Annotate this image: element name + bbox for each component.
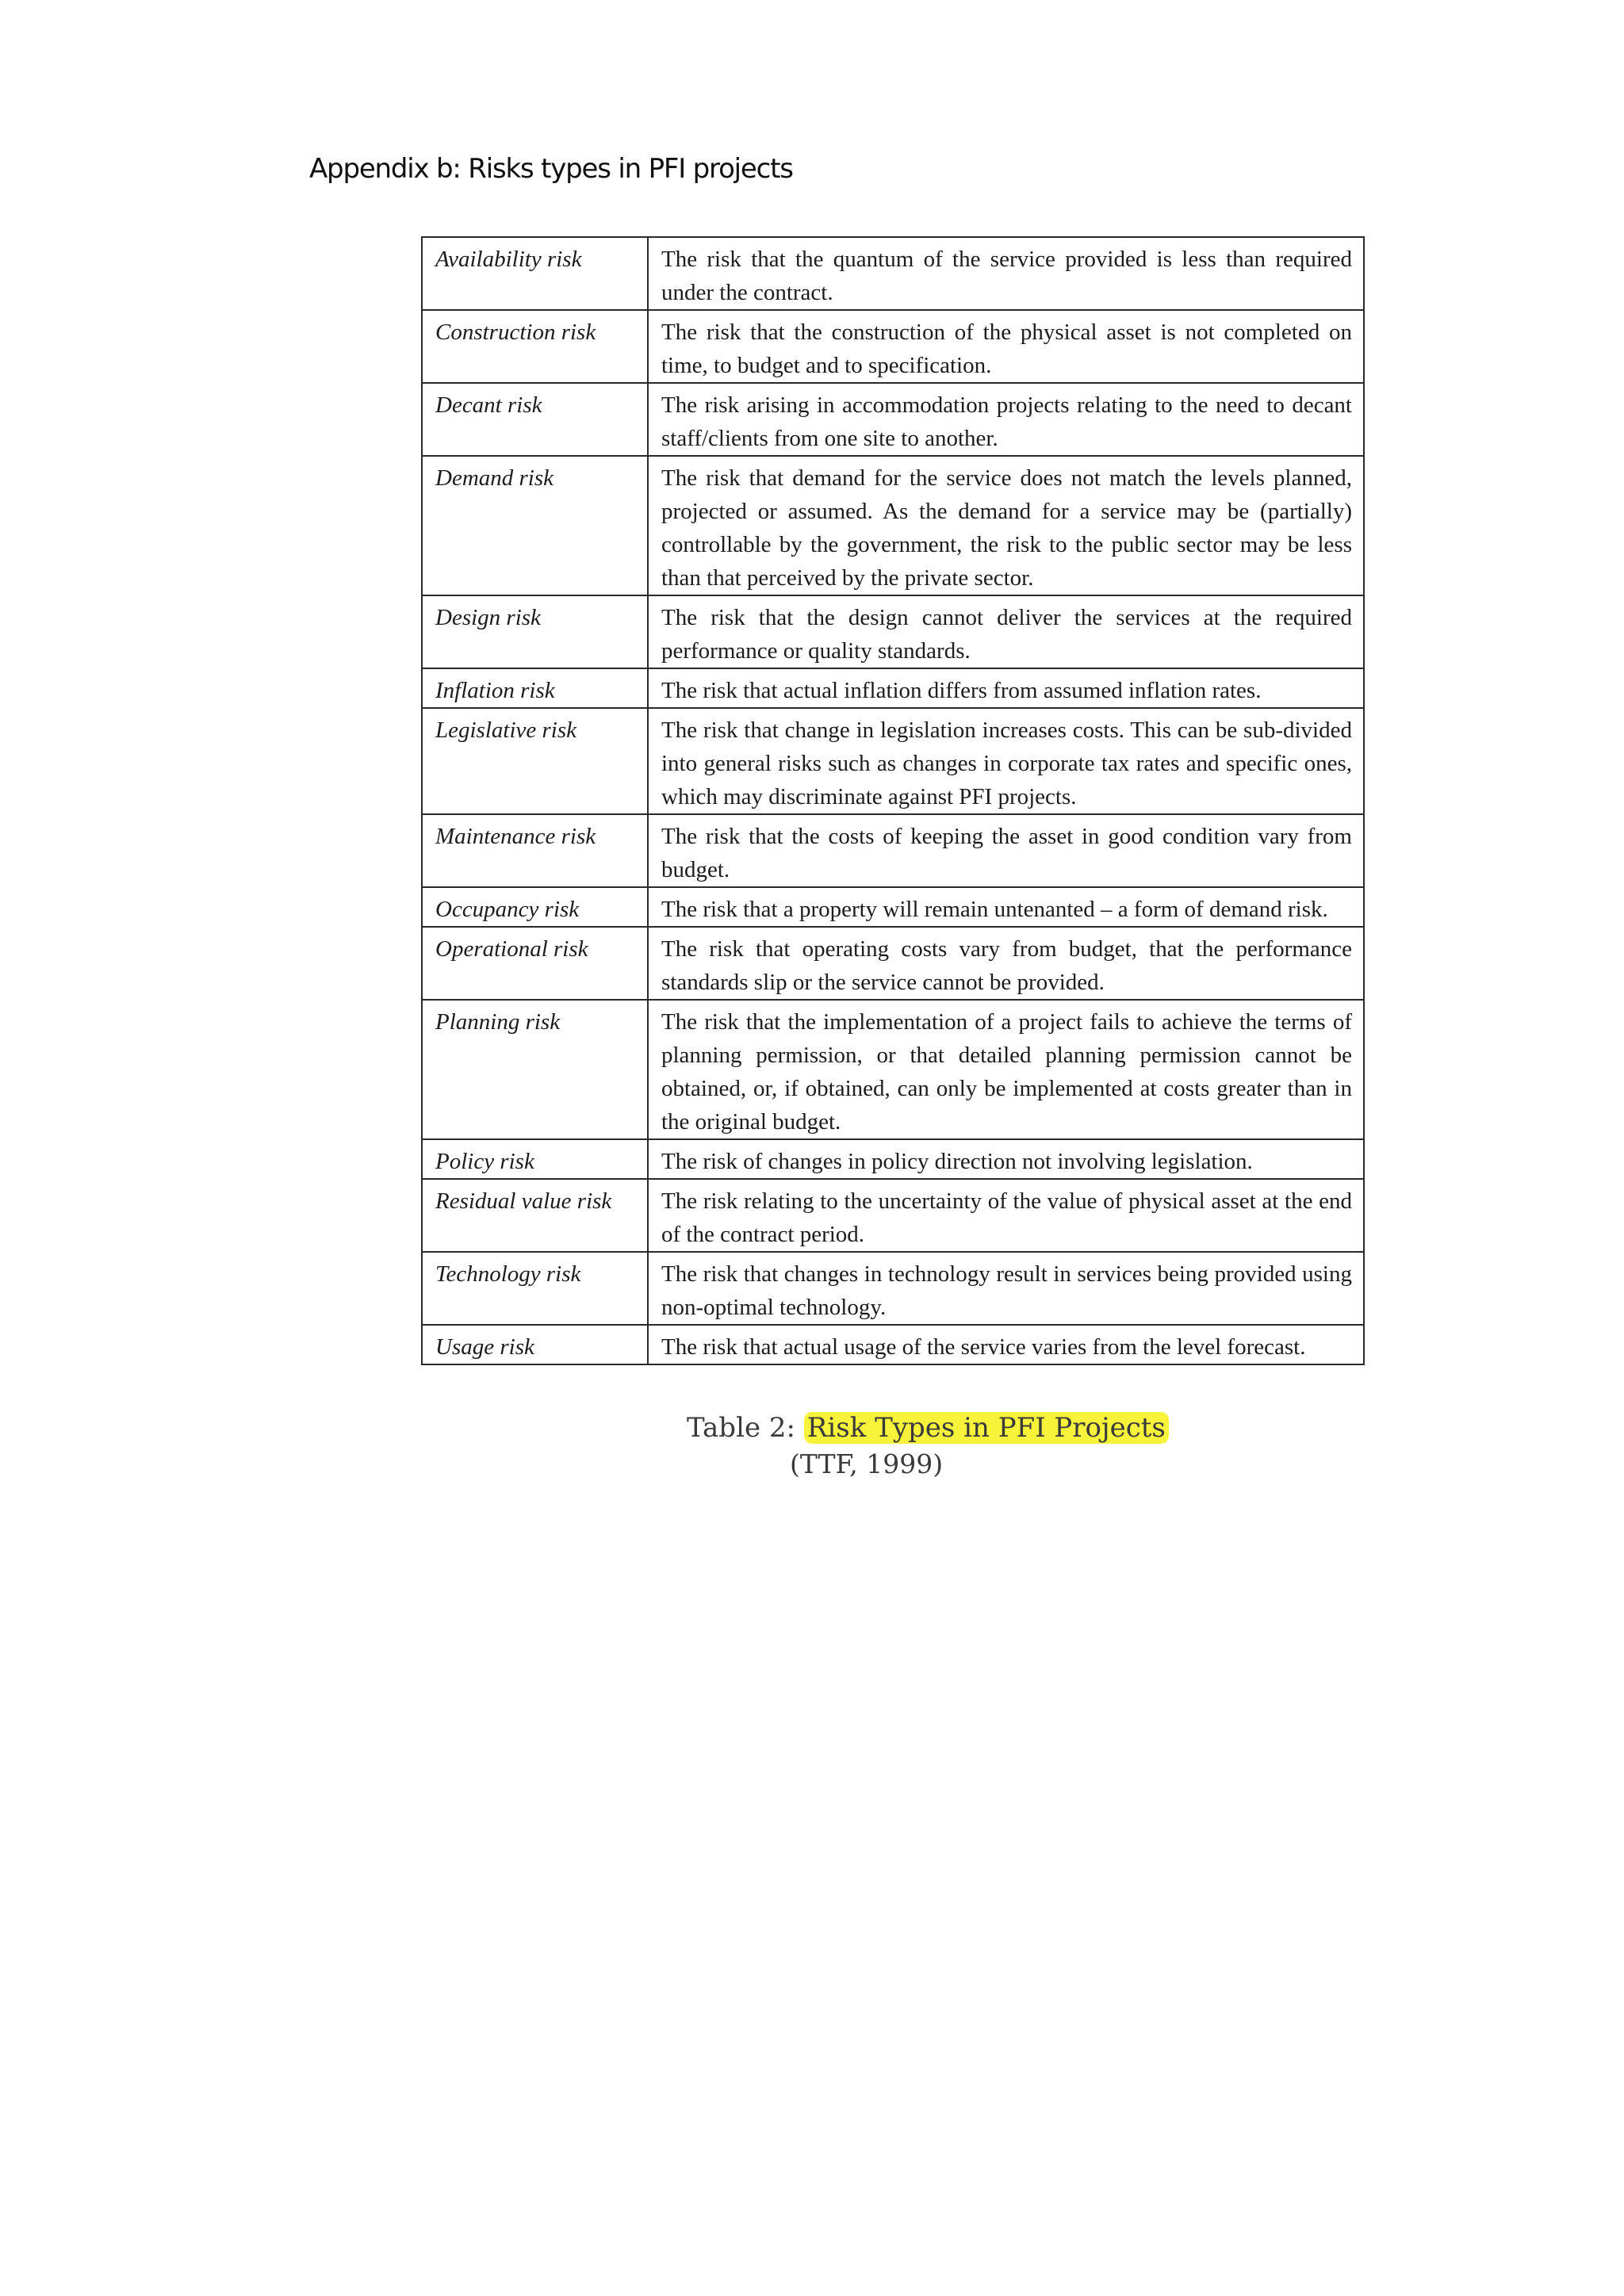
risk-description-cell: The risk relating to the uncertainty of the value of physical asset at the end of the contract period. xyxy=(648,1179,1364,1252)
risk-name-cell: Residual value risk xyxy=(422,1179,648,1252)
table-row xyxy=(422,595,1364,668)
table-row xyxy=(422,1139,1364,1179)
risk-name-cell: Inflation risk xyxy=(422,668,648,708)
risk-name-cell: Demand risk xyxy=(422,456,648,595)
table-row xyxy=(422,668,1364,708)
risk-name-cell: Usage risk xyxy=(422,1325,648,1364)
risk-description-cell: The risk that a property will remain untenanted – a form of demand risk. xyxy=(648,887,1364,927)
caption-highlight: Risk Types in PFI Projects xyxy=(804,1412,1169,1444)
table-row xyxy=(422,927,1364,1000)
risk-name-cell: Construction risk xyxy=(422,310,648,383)
risk-name-cell: Occupancy risk xyxy=(422,887,648,927)
risk-types-table xyxy=(421,236,1365,1365)
risk-name-cell: Policy risk xyxy=(422,1139,648,1179)
table-row xyxy=(422,310,1364,383)
table-row xyxy=(422,814,1364,887)
risk-description-cell: The risk that changes in technology result in services being provided using non-optimal technology. xyxy=(648,1252,1364,1325)
page-heading: Appendix b: Risks types in PFI projects xyxy=(309,153,793,185)
table-row xyxy=(422,1252,1364,1325)
risk-name-cell: Technology risk xyxy=(422,1252,648,1325)
risk-description-cell: The risk that the quantum of the service provided is less than required under the contract. xyxy=(648,237,1364,310)
risk-description-cell: The risk that change in legislation increases costs. This can be sub-divided into general risks such as changes in corporate tax rates and specific ones, which may discriminate against PFI projects. xyxy=(648,708,1364,814)
caption-prefix: Table 2: xyxy=(687,1412,795,1444)
risk-name-cell: Availability risk xyxy=(422,237,648,310)
table-row xyxy=(422,383,1364,456)
risk-description-cell: The risk that actual inflation differs from assumed inflation rates. xyxy=(648,668,1364,708)
risk-name-cell: Decant risk xyxy=(422,383,648,456)
risk-name-cell: Legislative risk xyxy=(422,708,648,814)
table-row xyxy=(422,237,1364,310)
risk-description-cell: The risk that the costs of keeping the asset in good condition vary from budget. xyxy=(648,814,1364,887)
risk-description-cell: The risk that the construction of the physical asset is not completed on time, to budget and to specification. xyxy=(648,310,1364,383)
table-row xyxy=(422,456,1364,595)
table-row xyxy=(422,887,1364,927)
table-row xyxy=(422,1000,1364,1139)
risk-description-cell: The risk of changes in policy direction not involving legislation. xyxy=(648,1139,1364,1179)
risk-name-cell: Planning risk xyxy=(422,1000,648,1139)
risk-description-cell: The risk that the implementation of a project fails to achieve the terms of planning permission, or that detailed planning permission cannot be obtained, or, if obtained, can only be implemented at costs greater than in the original budget. xyxy=(648,1000,1364,1139)
table-caption xyxy=(687,1410,1169,1445)
table-row xyxy=(422,1179,1364,1252)
risk-description-cell: The risk that the design cannot deliver the services at the required performance or quality standards. xyxy=(648,595,1364,668)
risk-name-cell: Maintenance risk xyxy=(422,814,648,887)
table-source: (TTF, 1999) xyxy=(790,1448,944,1479)
risk-name-cell: Design risk xyxy=(422,595,648,668)
risk-table-body xyxy=(422,237,1364,1364)
risk-name-cell: Operational risk xyxy=(422,927,648,1000)
risk-description-cell: The risk arising in accommodation projects relating to the need to decant staff/clients from one site to another. xyxy=(648,383,1364,456)
risk-description-cell: The risk that operating costs vary from budget, that the performance standards slip or the service cannot be provided. xyxy=(648,927,1364,1000)
risk-description-cell: The risk that demand for the service does not match the levels planned, projected or assumed. As the demand for a service may be (partially) controllable by the government, the risk to the public sector may be less than that perceived by the private sector. xyxy=(648,456,1364,595)
risk-description-cell: The risk that actual usage of the service varies from the level forecast. xyxy=(648,1325,1364,1364)
table-row xyxy=(422,708,1364,814)
table-row xyxy=(422,1325,1364,1364)
